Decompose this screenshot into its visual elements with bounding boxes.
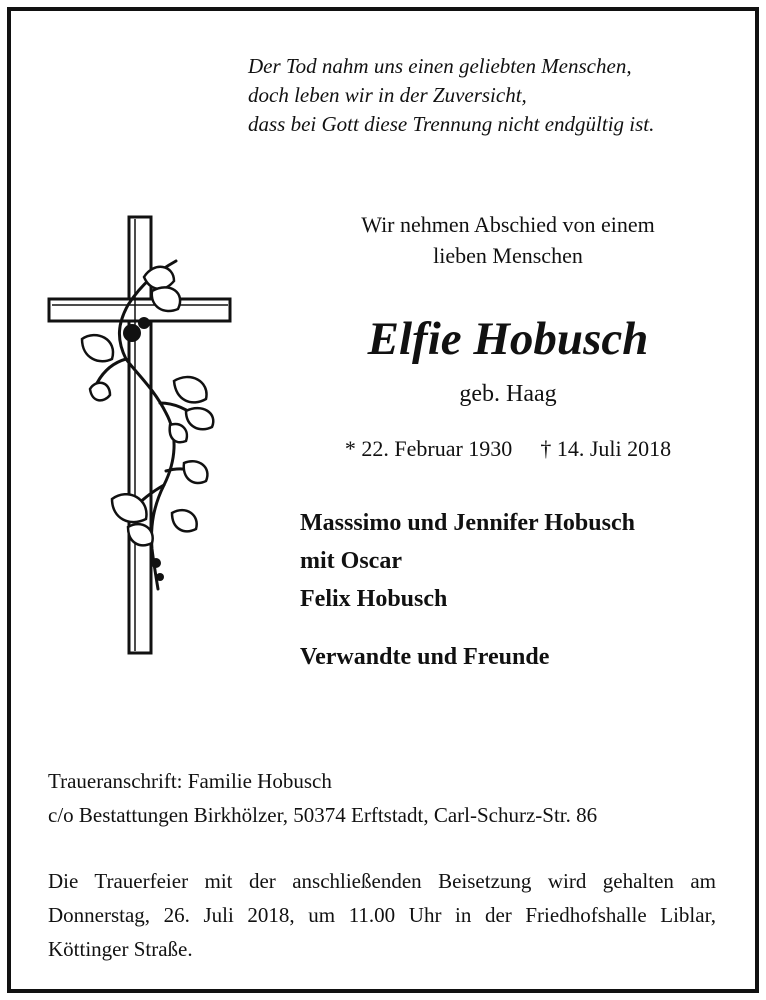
- intro-line: Wir nehmen Abschied von einem: [361, 212, 655, 237]
- mourners: [300, 504, 740, 676]
- death-date: † 14. Juli 2018: [540, 436, 672, 461]
- funeral-announcement: Die Trauerfeier mit der anschließenden Beisetzung wird gehalten am Donnerstag, 26. Juli 2018, um 11.00 Uhr in der Friedhofshalle Liblar, Köttinger Straße.: [48, 869, 716, 961]
- maiden-name: geb. Haag: [459, 381, 557, 407]
- life-dates: [300, 434, 716, 464]
- mourner-line: Felix Hobusch: [300, 586, 448, 612]
- address-line: Traueranschrift: Familie Hobusch: [48, 769, 332, 793]
- address-line: c/o Bestattungen Birkhölzer, 50374 Erftstadt, Carl-Schurz-Str. 86: [48, 803, 598, 827]
- mourner-line: mit Oscar: [300, 548, 402, 574]
- quote-line: doch leben wir in der Zuversicht,: [248, 83, 527, 107]
- deceased-name: Elfie Hobusch: [367, 313, 649, 365]
- quote-line: Der Tod nahm uns einen geliebten Menschen,: [248, 54, 632, 78]
- mourner-line: Masssimo und Jennifer Hobusch: [300, 510, 635, 536]
- relatives-line: Verwandte und Freunde: [300, 644, 550, 670]
- intro-line: lieben Menschen: [433, 243, 583, 268]
- cross-with-rose-icon: [46, 213, 236, 658]
- birth-date: * 22. Februar 1930: [344, 436, 513, 461]
- farewell-intro: [300, 209, 716, 271]
- memorial-quote: [248, 52, 728, 139]
- quote-line: dass bei Gott diese Trennung nicht endgültig ist.: [248, 112, 655, 136]
- mourning-address: [48, 764, 728, 832]
